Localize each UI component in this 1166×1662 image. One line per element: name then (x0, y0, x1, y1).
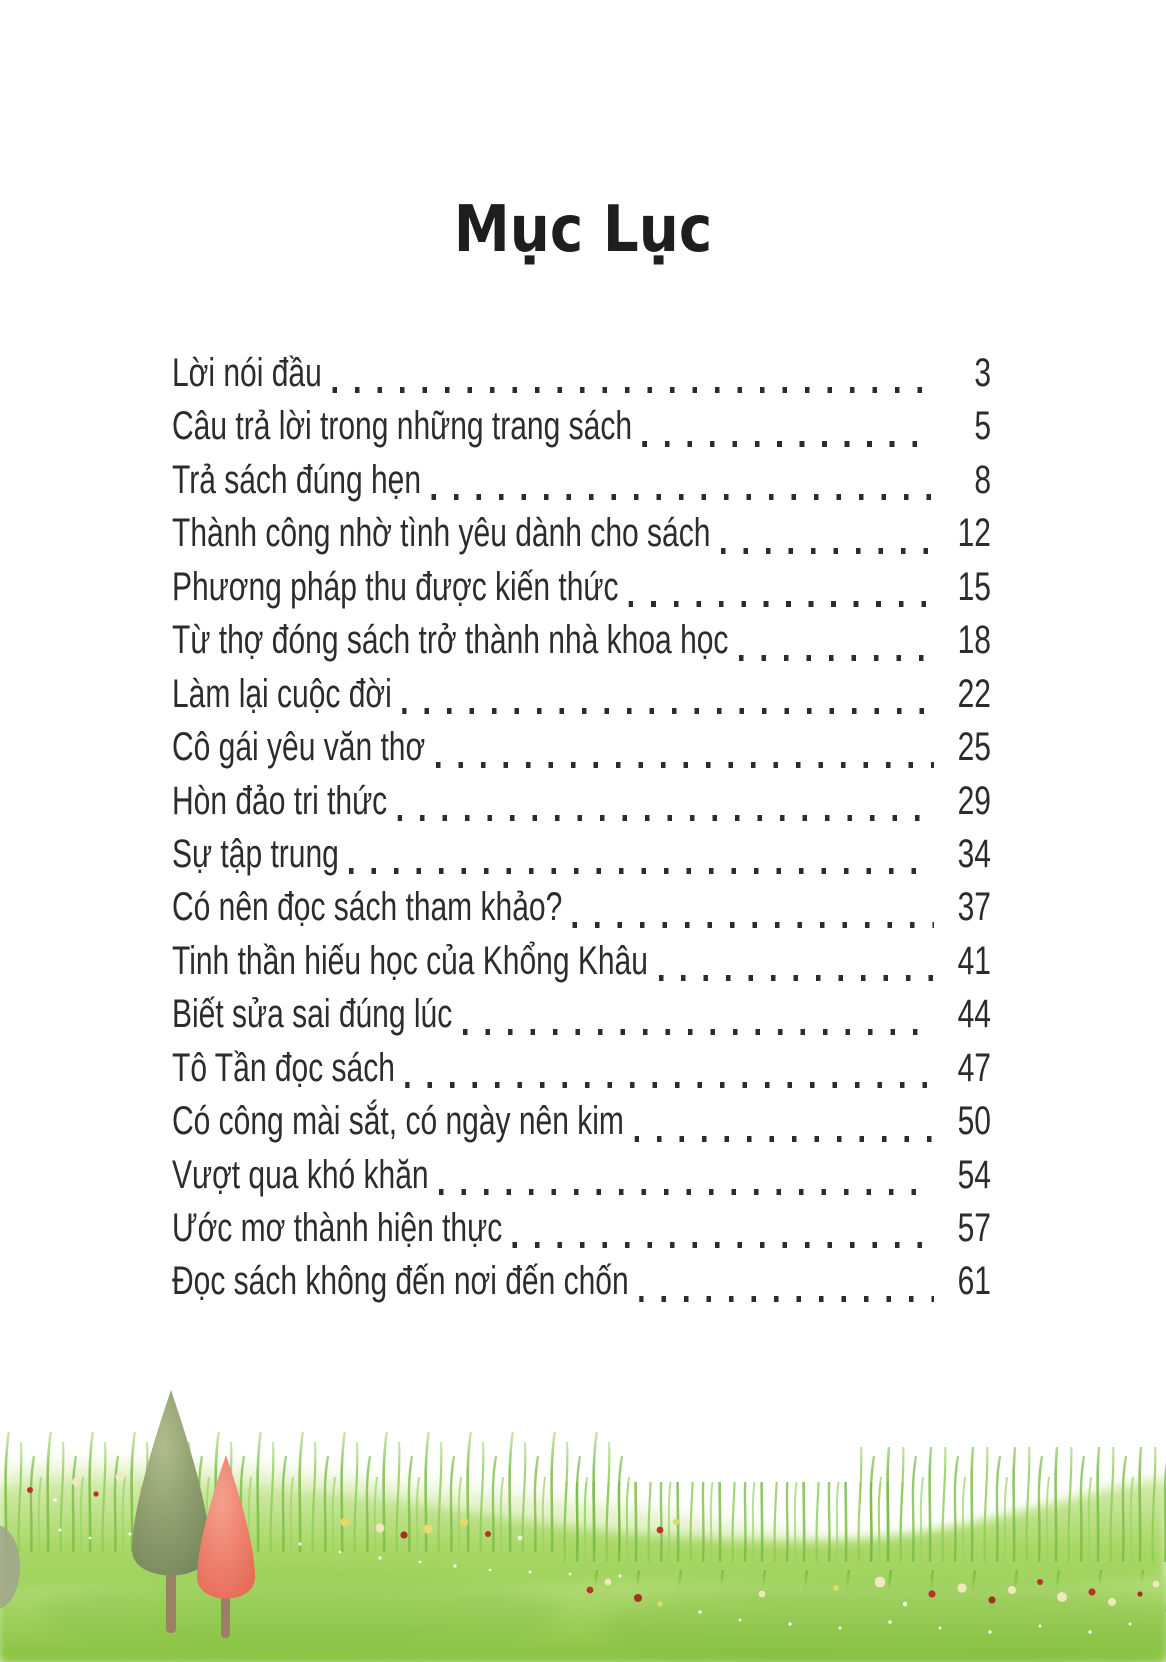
toc-entry (172, 458, 991, 511)
toc-entry-page: 29 (957, 778, 991, 823)
toc-entry (172, 725, 991, 778)
dot-leader (721, 548, 934, 554)
toc-entry-title: Trả sách đúng hẹn (172, 457, 422, 502)
dot-leader (513, 1242, 934, 1248)
toc-entry (172, 565, 991, 618)
toc-entry (172, 351, 991, 404)
toc-entry (172, 1046, 991, 1099)
toc-entry-title: Từ thợ đóng sách trở thành nhà khoa học (172, 618, 729, 663)
dot-leader (349, 868, 934, 874)
toc-entry-page: 34 (957, 831, 991, 876)
toc-entry-title: Có nên đọc sách tham khảo? (172, 885, 563, 930)
toc-entry (172, 779, 991, 832)
toc-entry (172, 672, 991, 725)
toc-entry-page: 25 (957, 725, 991, 770)
toc-entry-title: Thành công nhờ tình yêu dành cho sách (172, 511, 711, 556)
toc-entry-title: Cô gái yêu văn thơ (172, 725, 426, 770)
page-title: Mục Lục (453, 193, 713, 267)
toc-entry-title: Đọc sách không đến nơi đến chốn (172, 1259, 629, 1304)
toc-entry (172, 618, 991, 671)
toc-entry (172, 1206, 991, 1259)
toc-entry-page: 15 (957, 564, 991, 609)
toc-entry (172, 939, 991, 992)
toc-entry-page: 50 (957, 1099, 991, 1144)
toc-entry-page: 47 (957, 1045, 991, 1090)
toc-entry-title: Tô Tần đọc sách (172, 1045, 395, 1090)
toc-entry (172, 1153, 991, 1206)
toc-entry-title: Phương pháp thu được kiến thức (172, 564, 619, 609)
toc-entry-page: 61 (957, 1259, 991, 1304)
toc-entry-title: Lời nói đầu (172, 351, 322, 395)
dot-leader (658, 975, 934, 981)
dot-leader (332, 387, 934, 393)
toc-entry-page: 18 (957, 618, 991, 663)
toc-entry-page: 54 (957, 1152, 991, 1197)
dot-leader (439, 1189, 934, 1195)
toc-entry-title: Làm lại cuộc đời (172, 671, 392, 716)
toc-entry (172, 992, 991, 1045)
toc-entry-title: Vượt qua khó khăn (172, 1152, 429, 1197)
toc-entry-page: 37 (957, 885, 991, 930)
dot-leader (432, 494, 934, 500)
toc-entry-page: 41 (957, 938, 991, 983)
dot-leader (573, 922, 934, 928)
dot-leader (436, 762, 934, 768)
toc-entry-page: 8 (974, 457, 991, 502)
toc-list (172, 351, 991, 1313)
toc-entry-page: 57 (957, 1206, 991, 1250)
toc-entry-page: 12 (957, 511, 991, 556)
dot-leader (634, 1136, 934, 1142)
dot-leader (739, 655, 934, 661)
dot-leader (463, 1029, 934, 1035)
toc-entry (172, 832, 991, 885)
toc-entry-title: Biết sửa sai đúng lúc (172, 992, 453, 1037)
dot-leader (402, 708, 934, 714)
toc-entry-title: Tinh thần hiếu học của Khổng Khâu (172, 938, 648, 983)
dot-leader (643, 441, 934, 447)
toc-entry-title: Hòn đảo tri thức (172, 778, 388, 823)
dot-leader (398, 815, 934, 821)
toc-entry-page: 5 (974, 404, 991, 449)
toc-entry (172, 885, 991, 938)
toc-entry-page: 22 (957, 671, 991, 716)
toc-entry-title: Câu trả lời trong những trang sách (172, 404, 633, 449)
toc-entry-title: Có công mài sắt, có ngày nên kim (172, 1099, 624, 1144)
toc-entry-page: 44 (957, 992, 991, 1037)
dot-leader (405, 1082, 934, 1088)
toc-entry (172, 404, 991, 457)
toc-entry-title: Ước mơ thành hiện thực (172, 1206, 503, 1250)
dot-leader (629, 601, 934, 607)
toc-entry-page: 3 (974, 351, 991, 395)
toc-entry (172, 511, 991, 564)
meadow-illustration (0, 1282, 1166, 1662)
toc-entry-title: Sự tập trung (172, 831, 339, 876)
toc-entry (172, 1099, 991, 1152)
